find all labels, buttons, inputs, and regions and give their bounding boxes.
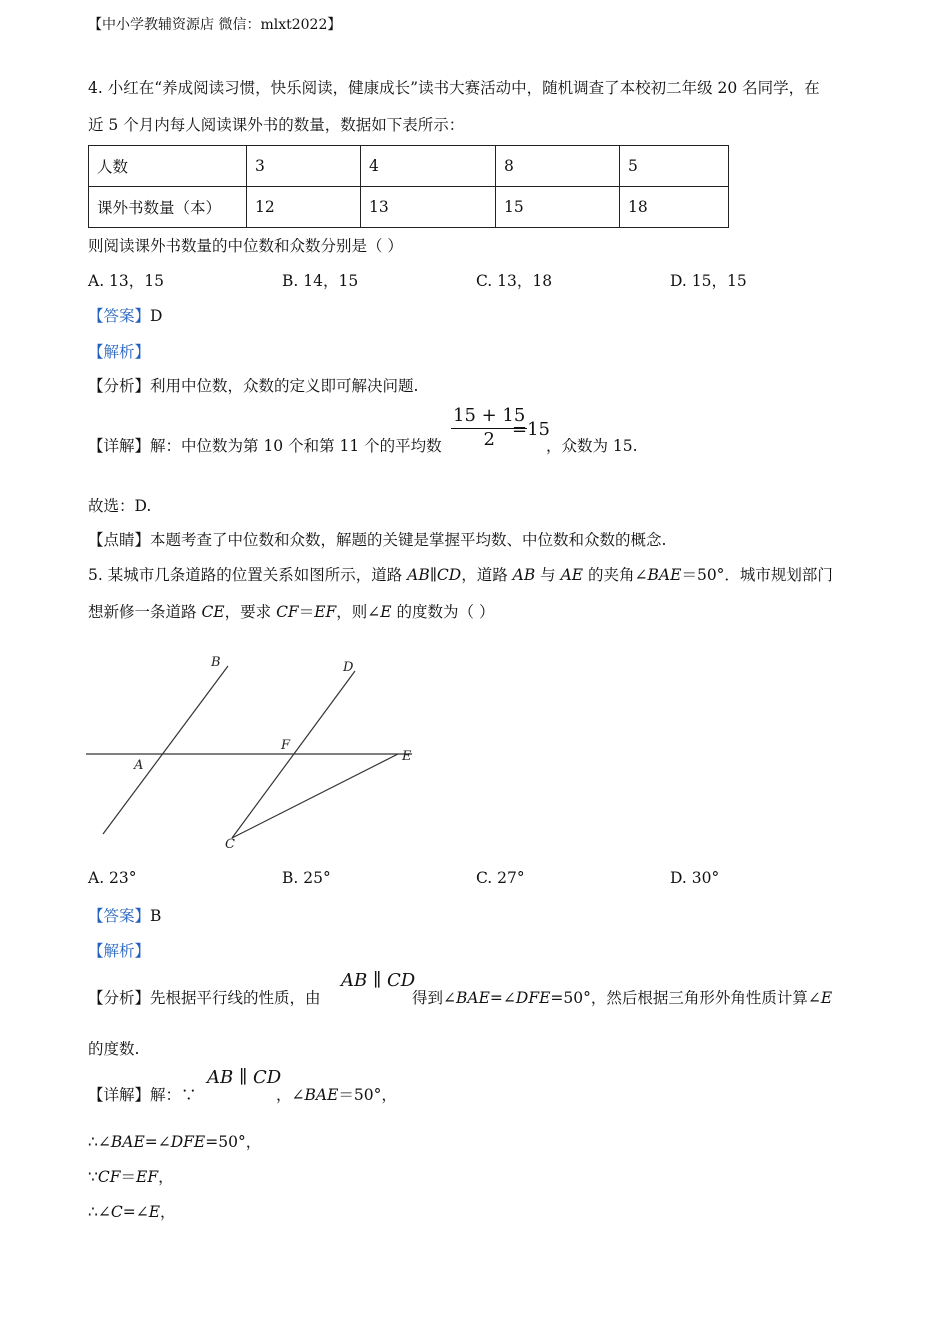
text: DFE (170, 1133, 206, 1151)
q4-fenxi (88, 374, 418, 396)
table-row (89, 187, 729, 228)
label-b: B (211, 655, 221, 670)
table-cell: 18 (620, 187, 729, 228)
q5-option-c: C. 27° (476, 869, 525, 887)
text: AB (512, 566, 536, 584)
fenxi-tag: 【分析】 (88, 989, 151, 1007)
line-ce (232, 754, 398, 838)
q4-fraction-result: =15 (512, 419, 550, 440)
answer-value: B (150, 907, 162, 925)
q4-stem-line2: 近 5 个月内每人阅读课外书的数量，数据如下表所示： (88, 116, 465, 134)
q4-option-d: D. 15，15 (670, 272, 747, 290)
answer-tag: 【答案】 (88, 907, 151, 925)
q5-step2 (88, 1165, 174, 1187)
text: AB (407, 566, 430, 584)
q4-option-b: B. 14，15 (282, 272, 359, 290)
text: C (110, 1203, 123, 1221)
text: BAE (110, 1133, 145, 1151)
label-d: D (343, 660, 354, 675)
q4-question: 则阅读课外书数量的中位数和众数分别是（ ） (88, 237, 403, 255)
table-cell: 人数 (89, 146, 247, 187)
table-cell: 3 (247, 146, 361, 187)
detail-tag: 【详解】 (88, 437, 151, 455)
text: =50°，然后根据三角形外角性质计算∠ (550, 989, 821, 1007)
text: ∵ (88, 1168, 98, 1186)
line-ab (103, 666, 228, 834)
text: ∴∠ (88, 1133, 111, 1151)
parallel-symbol: ∥ (429, 566, 437, 584)
detail-text: 解：中位数为第 10 个和第 11 个的平均数 (150, 437, 442, 455)
text: 想新修一条道路 (88, 603, 202, 621)
q4-analysis-tag: 【解析】 (88, 343, 151, 361)
text: EF (136, 1168, 159, 1186)
text: =∠ (122, 1203, 149, 1221)
text: BAE (304, 1086, 339, 1104)
text: CF (97, 1168, 121, 1186)
text: ，要求 (224, 603, 277, 621)
text: 得到∠ (412, 989, 456, 1007)
text: ， (160, 1203, 176, 1221)
q4-data-table (88, 145, 729, 228)
text: =∠ (144, 1133, 171, 1151)
text: E (380, 603, 392, 621)
text: 5. 某城市几条道路的位置关系如图所示，道路 (88, 566, 408, 584)
text: AE (560, 566, 584, 584)
text: E (820, 989, 833, 1007)
table-cell: 4 (361, 146, 496, 187)
q4-option-a: A. 13，15 (88, 272, 164, 290)
comment-text: 本题考查了中位数和众数，解题的关键是掌握平均数、中位数和众数的概念. (150, 531, 667, 549)
text: ，则∠ (336, 603, 381, 621)
label-f: F (281, 738, 291, 753)
answer-value: D (150, 307, 163, 325)
text: CE (201, 603, 225, 621)
q5-stem-line1 (88, 563, 833, 585)
text: 的度数为（ ） (391, 603, 495, 621)
text: BAE (456, 989, 490, 1007)
text: ∴∠ (88, 1203, 111, 1221)
q5-detail-line1 (88, 1083, 197, 1105)
table-cell: 课外书数量（本） (89, 187, 247, 228)
text: =∠ (489, 989, 516, 1007)
table-cell: 13 (361, 187, 496, 228)
q5-detail-line1b (276, 1083, 397, 1105)
q5-analysis-tag: 【解析】 (88, 942, 151, 960)
text: EF (314, 603, 337, 621)
text: CF (276, 603, 299, 621)
q5-stem-line2 (88, 600, 494, 622)
q5-option-d: D. 30° (670, 869, 720, 887)
text: =50°， (205, 1133, 262, 1151)
q5-detail-math-parallel: AB ∥ CD (207, 1067, 282, 1088)
page-header: 【中小学教辅资源店 微信：mlxt2022】 (88, 17, 342, 33)
label-a: A (134, 758, 144, 773)
table-cell: 12 (247, 187, 361, 228)
table-cell: 15 (496, 187, 620, 228)
table-row (89, 146, 729, 187)
text: ＝50°．城市规划部门 (681, 566, 833, 584)
q5-fenxi-line2: 的度数. (88, 1040, 140, 1058)
q5-math-parallel: AB ∥ CD (341, 970, 416, 991)
text: 与 (535, 566, 561, 584)
text: BAE (647, 566, 682, 584)
q5-option-a: A. 23° (88, 869, 137, 887)
text: CD (436, 566, 462, 584)
q4-stem-line1: 4. 小红在“养成阅读习惯，快乐阅读，健康成长”读书大赛活动中，随机调查了本校初二年级 20 名同学，在 (88, 79, 820, 97)
text: 解：∵ (150, 1086, 197, 1104)
q5-geometry-figure (80, 650, 430, 860)
text: E (148, 1203, 161, 1221)
fraction-numerator: 15 + 15 (451, 405, 527, 429)
text: ＝ (120, 1168, 137, 1186)
text: ＝ (298, 603, 315, 621)
label-e: E (402, 749, 412, 764)
label-c: C (225, 837, 235, 852)
q5-option-b: B. 25° (282, 869, 331, 887)
fenxi-text: 利用中位数，众数的定义即可解决问题. (150, 377, 419, 395)
q5-step3 (88, 1200, 176, 1222)
q4-detail-b: ，众数为 15. (546, 437, 638, 455)
fenxi-tag: 【分析】 (88, 377, 151, 395)
text: ，∠ (276, 1086, 305, 1104)
q5-step1 (88, 1130, 261, 1152)
q5-fenxi-line1b (412, 986, 832, 1008)
q5-fenxi-line1 (88, 986, 321, 1008)
table-cell: 5 (620, 146, 729, 187)
text: 先根据平行线的性质，由 (150, 989, 321, 1007)
detail-tag: 【详解】 (88, 1086, 151, 1104)
q4-comment (88, 528, 666, 550)
answer-tag: 【答案】 (88, 307, 151, 325)
text: DFE (515, 989, 551, 1007)
q4-detail-a (88, 434, 442, 456)
text: ， (158, 1168, 174, 1186)
q5-answer (88, 904, 161, 926)
comment-tag: 【点睛】 (88, 531, 151, 549)
q4-option-c: C. 13，18 (476, 272, 553, 290)
text: ，道路 (461, 566, 513, 584)
text: 的夹角∠ (583, 566, 648, 584)
q4-answer (88, 304, 162, 326)
table-cell: 8 (496, 146, 620, 187)
q4-choose: 故选：D. (88, 497, 152, 515)
fraction-denominator: 2 (483, 429, 495, 450)
text: ＝50°， (338, 1086, 397, 1104)
